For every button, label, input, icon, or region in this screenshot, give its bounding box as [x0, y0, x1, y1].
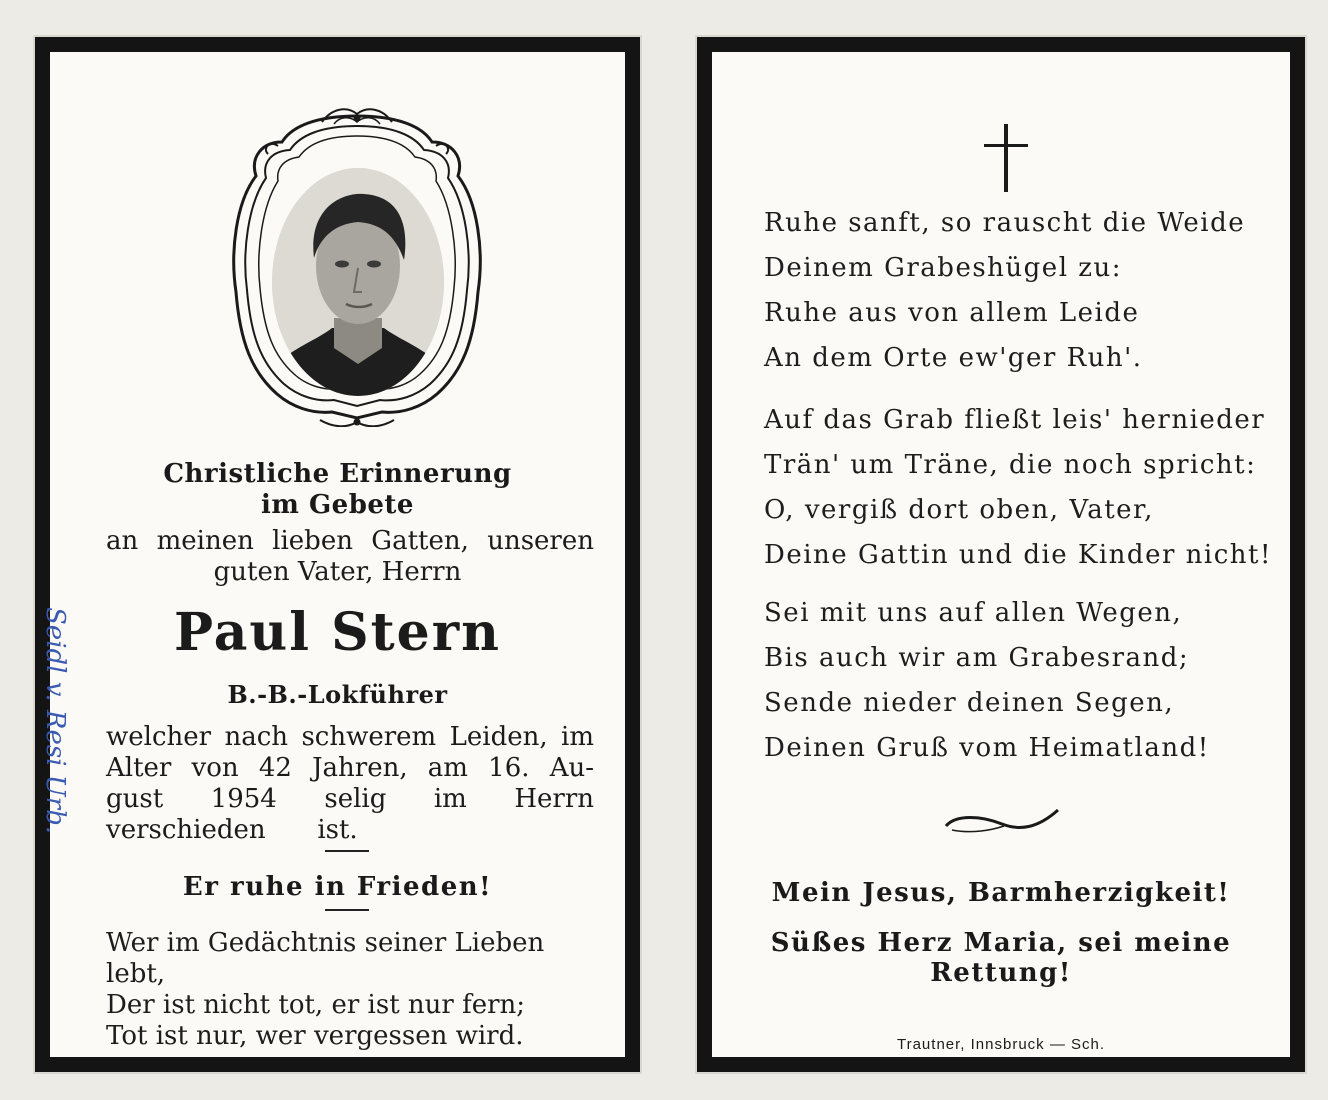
stanza2-line2: Trän' um Träne, die noch spricht:	[764, 450, 1257, 480]
stanza3-line4: Deinen Gruß vom Heimatland!	[764, 733, 1210, 763]
portrait-photo	[272, 168, 444, 396]
cross-icon	[982, 122, 1030, 194]
prayer-2-line-2: Rettung!	[930, 958, 1072, 988]
stanza3-line2: Bis auch wir am Grabesrand;	[764, 643, 1190, 673]
prayer-2-line-1: Süßes Herz Maria, sei meine	[770, 928, 1232, 958]
verse-line-1: Wer im Gedächtnis seiner Lieben lebt,	[106, 928, 545, 989]
stanza1-line4: An dem Orte ew'ger Ruh'.	[764, 343, 1143, 373]
verse-line-3: Tot ist nur, wer vergessen wird.	[106, 1021, 524, 1051]
memorial-card-back	[697, 37, 1305, 1072]
stanza2-line3: O, vergiß dort oben, Vater,	[764, 495, 1154, 525]
occupation: B.-B.-Lokführer	[227, 680, 448, 709]
prayer-1: Mein Jesus, Barmherzigkeit!	[771, 878, 1231, 908]
dedication-line-1: an meinen lieben Gatten, unseren	[106, 526, 594, 556]
divider-1	[325, 850, 369, 852]
death-line-3: gust 1954 selig im Herrn verschieden	[106, 784, 594, 845]
stanza3-line1: Sei mit uns auf allen Wegen,	[764, 598, 1183, 628]
deceased-name: Paul Stern	[174, 602, 501, 663]
verse-line-2: Der ist nicht tot, er ist nur fern;	[106, 990, 526, 1020]
rest-in-peace: Er ruhe in Frieden!	[182, 872, 493, 902]
stanza1-line3: Ruhe aus von allem Leide	[764, 298, 1140, 328]
dedication	[106, 526, 594, 557]
dedication-line-2: guten Vater, Herrn	[213, 557, 462, 587]
stanza1-line2: Deinem Grabeshügel zu:	[764, 253, 1122, 283]
handwritten-note: Seidl v. Resi Urb.	[40, 607, 70, 835]
death-line-2: Alter von 42 Jahren, am 16. Au-	[106, 753, 594, 783]
divider-2	[325, 909, 369, 911]
memorial-card-front	[35, 37, 640, 1072]
header-line-2: im Gebete	[261, 490, 414, 520]
portrait-frame	[222, 102, 492, 427]
printer-credit: Trautner, Innsbruck — Sch.	[896, 1036, 1106, 1053]
stanza1-line1: Ruhe sanft, so rauscht die Weide	[764, 208, 1246, 238]
stanza2-line1: Auf das Grab fließt leis' hernieder	[764, 405, 1266, 435]
death-line-1: welcher nach schwerem Leiden, im	[106, 722, 594, 752]
header-line-1: Christliche Erinnerung	[163, 459, 512, 489]
flourish-divider-icon	[942, 804, 1062, 838]
stanza3-line3: Sende nieder deinen Segen,	[764, 688, 1175, 718]
portrait-silhouette-icon	[272, 168, 444, 396]
stanza2-line4: Deine Gattin und die Kinder nicht!	[764, 540, 1272, 570]
death-line-4: ist.	[317, 815, 358, 845]
closing-verse	[106, 928, 606, 1052]
